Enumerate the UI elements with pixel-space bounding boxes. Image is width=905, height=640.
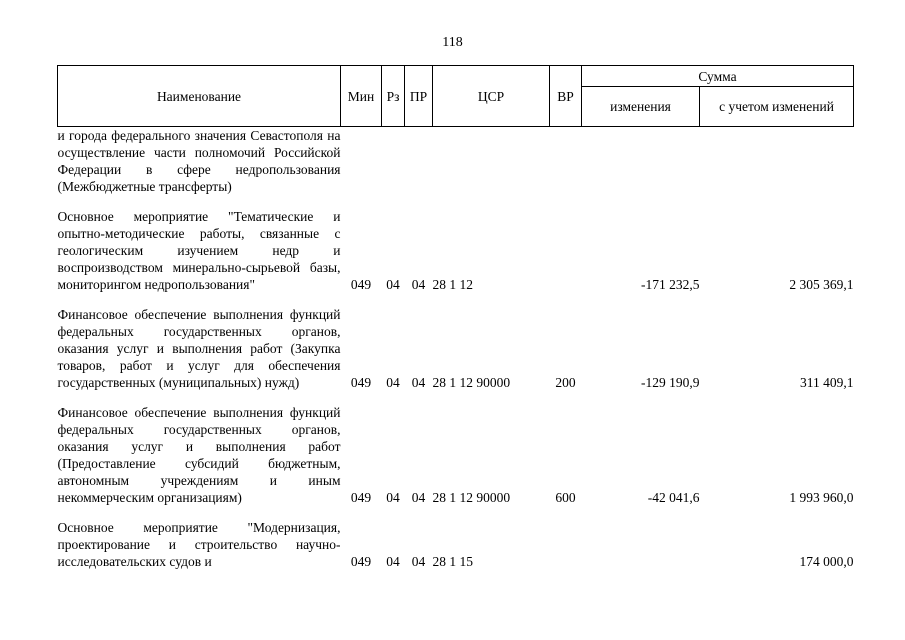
header-pr: ПР bbox=[405, 66, 433, 127]
row-rz: 04 bbox=[386, 277, 400, 292]
row-csr: 28 1 15 bbox=[432, 554, 473, 569]
row-change bbox=[582, 127, 700, 196]
row-with-change bbox=[700, 127, 854, 196]
row-vr bbox=[550, 208, 582, 293]
row-vr bbox=[550, 519, 582, 570]
row-pr: 04 bbox=[411, 375, 426, 390]
header-sum: Сумма bbox=[582, 66, 854, 87]
row-rz: 04 bbox=[386, 490, 400, 505]
row-change: -129 190,9 bbox=[641, 375, 700, 390]
row-name: Основное мероприятие "Модернизация, проектирование и строительство научно-исследовательских судов и bbox=[57, 520, 341, 569]
row-pr bbox=[405, 127, 433, 196]
row-with-change: 2 305 369,1 bbox=[789, 277, 854, 292]
table-row bbox=[58, 208, 854, 293]
row-change: -42 041,6 bbox=[647, 490, 700, 505]
row-vr: 600 bbox=[555, 490, 576, 505]
row-with-change: 311 409,1 bbox=[800, 375, 854, 390]
row-min: 049 bbox=[350, 277, 372, 292]
row-csr: 28 1 12 90000 bbox=[432, 375, 511, 390]
row-change: -171 232,5 bbox=[641, 277, 700, 292]
budget-table bbox=[57, 65, 854, 570]
row-vr: 200 bbox=[555, 375, 576, 390]
header-change: изменения bbox=[582, 87, 700, 127]
row-change bbox=[582, 519, 700, 570]
header-csr: ЦСР bbox=[433, 66, 550, 127]
row-pr: 04 bbox=[411, 490, 426, 505]
row-name: Основное мероприятие "Тематические и опытно-методические работы, связанные с геологическим изучением недр и воспроизводством минерально-сырьевой базы, мониторингом недропользования" bbox=[57, 209, 341, 292]
row-rz: 04 bbox=[386, 554, 400, 569]
table-row bbox=[58, 127, 854, 196]
header-name: Наименование bbox=[58, 66, 341, 127]
table-row bbox=[58, 306, 854, 391]
row-name: и города федерального значения Севастополя на осуществление части полномочий Российской Федерации в сфере недропользования (Межбюджетные трансферты) bbox=[57, 128, 341, 194]
row-min: 049 bbox=[350, 490, 372, 505]
row-csr: 28 1 12 90000 bbox=[432, 490, 511, 505]
row-vr bbox=[550, 127, 582, 196]
header-min: Мин bbox=[341, 66, 382, 127]
row-pr: 04 bbox=[411, 277, 426, 292]
row-with-change: 1 993 960,0 bbox=[789, 490, 854, 505]
row-csr: 28 1 12 bbox=[432, 277, 473, 292]
header-rz: Рз bbox=[382, 66, 405, 127]
row-min: 049 bbox=[350, 554, 372, 569]
header-vr: ВР bbox=[550, 66, 582, 127]
header-with-change: с учетом изменений bbox=[700, 87, 854, 127]
table-row bbox=[58, 519, 854, 570]
row-csr bbox=[433, 127, 550, 196]
row-rz: 04 bbox=[386, 375, 400, 390]
row-min bbox=[341, 127, 382, 196]
row-with-change: 174 000,0 bbox=[799, 554, 854, 569]
row-pr: 04 bbox=[411, 554, 426, 569]
table-row bbox=[58, 404, 854, 506]
row-name: Финансовое обеспечение выполнения функций федеральных государственных органов, оказания услуг и выполнения работ (Закупка товаров, работ и услуг для обеспечения государственных (муниципальных) нужд) bbox=[57, 307, 341, 390]
row-rz bbox=[382, 127, 405, 196]
page-number: 118 bbox=[442, 35, 463, 50]
row-min: 049 bbox=[350, 375, 372, 390]
row-name: Финансовое обеспечение выполнения функций федеральных государственных органов, оказания услуг и выполнения работ (Предоставление субсидий бюджетным, автономным учреждениям и иным некоммерческим организациям) bbox=[57, 405, 341, 505]
